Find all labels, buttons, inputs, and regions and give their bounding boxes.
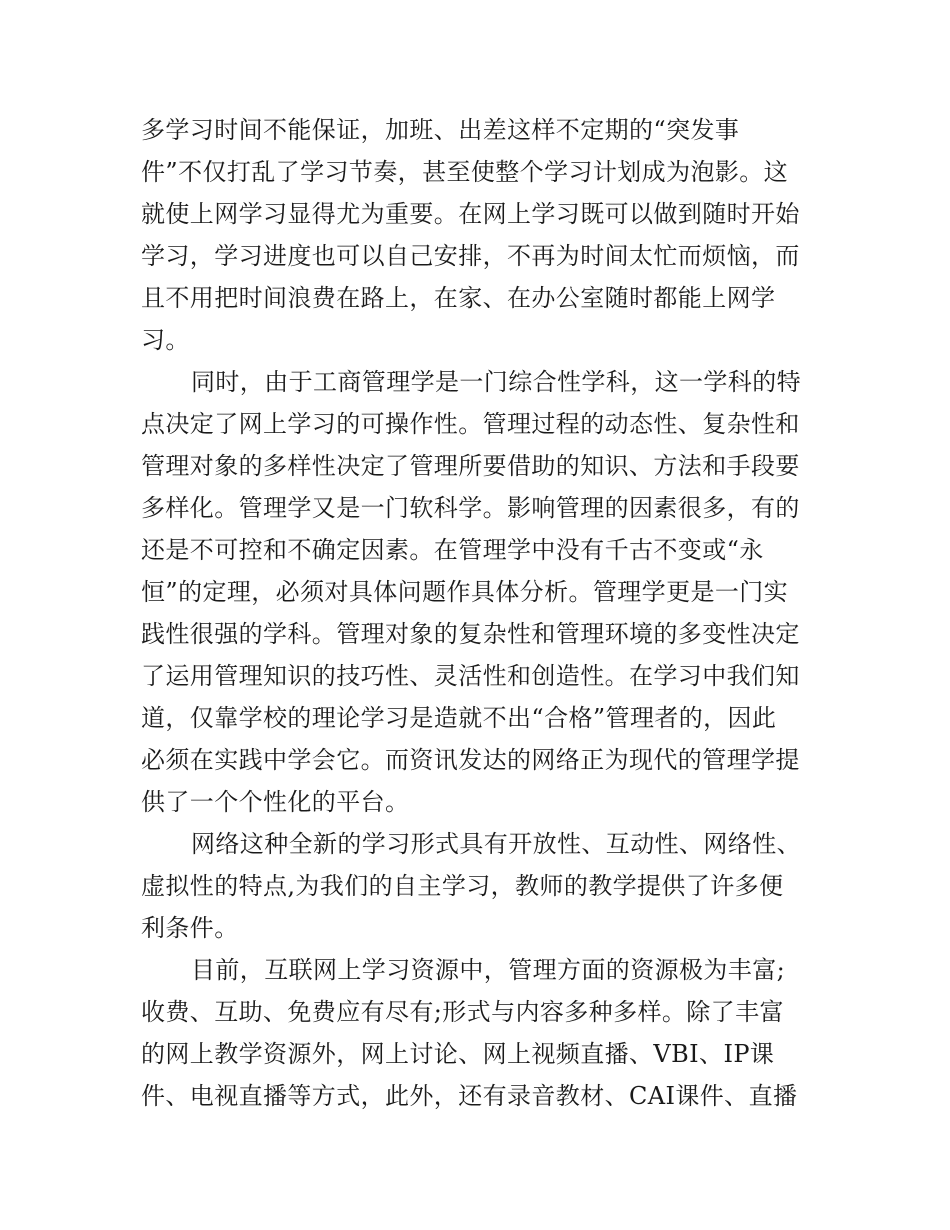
text-line: 道，仅靠学校的理论学习是造就不出“合格”管理者的，因此 xyxy=(141,704,777,732)
paragraph-first-line: 目前，互联网上学习资源中，管理方面的资源极为丰富; xyxy=(191,956,786,984)
text-line: 恒”的定理，必须对具体问题作具体分析。管理学更是一门实 xyxy=(141,578,789,606)
text-line: 就使上网学习显得尤为重要。在网上学习既可以做到随时开始 xyxy=(141,200,800,228)
text-line: 点决定了网上学习的可操作性。管理过程的动态性、复杂性和 xyxy=(141,410,800,438)
text-line: 了运用管理知识的技巧性、灵活性和创造性。在学习中我们知 xyxy=(141,662,800,690)
text-line: 多样化。管理学又是一门软科学。影响管理的因素很多，有的 xyxy=(141,494,800,522)
text-line: 的网上教学资源外，网上讨论、网上视频直播、VBI、IP课 xyxy=(141,1040,775,1068)
paragraph-first-line: 同时，由于工商管理学是一门综合性学科，这一学科的特 xyxy=(191,368,801,396)
text-line: 件、电视直播等方式，此外，还有录音教材、CAI课件、直播 xyxy=(141,1082,798,1110)
text-line: 件”不仅打乱了学习节奏，甚至使整个学习计划成为泡影。这 xyxy=(141,158,789,186)
text-line: 还是不可控和不确定因素。在管理学中没有千古不变或“永 xyxy=(141,536,764,564)
text-line: 践性很强的学科。管理对象的复杂性和管理环境的多变性决定 xyxy=(141,620,800,648)
text-line: 供了一个个性化的平台。 xyxy=(141,788,410,816)
text-line: 学习，学习进度也可以自己安排，不再为时间太忙而烦恼，而 xyxy=(141,242,800,270)
text-line: 利条件。 xyxy=(141,914,239,942)
text-line: 且不用把时间浪费在路上，在家、在办公室随时都能上网学 xyxy=(141,284,776,312)
text-line: 虚拟性的特点,为我们的自主学习，教师的教学提供了许多便 xyxy=(141,872,784,900)
text-line: 必须在实践中学会它。而资讯发达的网络正为现代的管理学提 xyxy=(141,746,800,774)
text-line: 多学习时间不能保证，加班、出差这样不定期的“突发事 xyxy=(141,116,740,144)
text-line: 收费、互助、免费应有尽有;形式与内容多种多样。除了丰富 xyxy=(141,998,784,1026)
text-line: 管理对象的多样性决定了管理所要借助的知识、方法和手段要 xyxy=(141,452,800,480)
paragraph-first-line: 网络这种全新的学习形式具有开放性、互动性、网络性、 xyxy=(191,830,801,858)
text-line: 习。 xyxy=(141,326,190,354)
